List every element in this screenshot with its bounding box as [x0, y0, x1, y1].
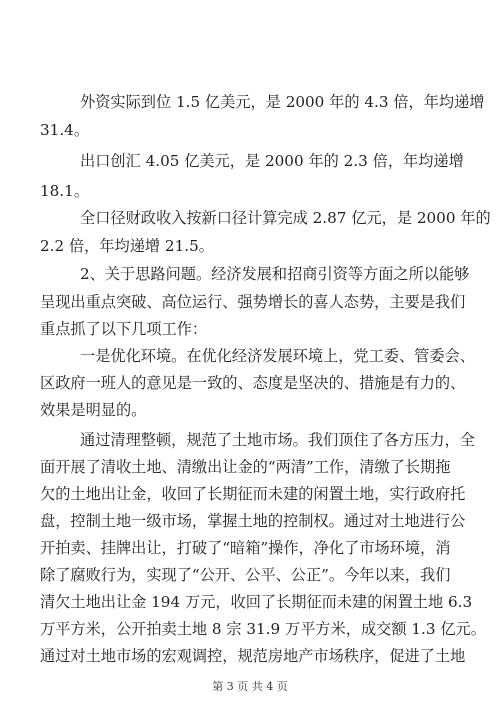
text-line: 全口径财政收入按新口径计算完成 2.87 亿元，是 2000 年的: [80, 209, 491, 227]
text-line: 一是优化环境。在优化经济发展环境上，党工委、管委会、: [80, 347, 475, 365]
text-line: 通过对土地市场的宏观调控，规范房地产市场秩序，促进了土地: [40, 647, 466, 665]
text-line: 区政府一班人的意见是一致的、态度是坚决的、措施是有力的、: [40, 374, 466, 392]
text-line: 外资实际到位 1.5 亿美元，是 2000 年的 4.3 倍，年均递增: [80, 93, 485, 111]
text-line: 盘，控制土地一级市场，掌握土地的控制权。通过对土地进行公: [40, 512, 466, 530]
text-line: 18.1。: [40, 182, 90, 200]
text-line: 万平方米，公开拍卖土地 8 宗 31.9 万平方米，成交额 1.3 亿元。: [40, 620, 486, 638]
text-line: 呈现出重点突破、高位运行、强势增长的喜人态势，主要是我们: [40, 293, 466, 311]
page-number-footer: 第 3 页 共 4 页: [212, 680, 288, 693]
text-line: 通过清理整顿，规范了土地市场。我们顶住了各方压力，全: [80, 431, 475, 449]
text-line: 开拍卖、挂牌出让，打破了“暗箱”操作，净化了市场环境，消: [40, 539, 451, 557]
text-line: 31.4。: [40, 121, 90, 139]
text-line: 出口创汇 4.05 亿美元，是 2000 年的 2.3 倍，年均递增: [80, 152, 464, 170]
text-line: 重点抓了以下几项工作：: [40, 320, 208, 338]
text-line: 清欠土地出让金 194 万元，收回了长期征而未建的闲置土地 6.3: [40, 593, 473, 611]
text-line: 欠的土地出让金，收回了长期征而未建的闲置土地，实行政府托: [40, 485, 466, 503]
text-line: 效果是明显的。: [40, 401, 147, 419]
text-line: 面开展了清收土地、清缴出让金的“两清”工作，清缴了长期拖: [40, 458, 451, 476]
text-line: 2、关于思路问题。经济发展和招商引资等方面之所以能够: [80, 265, 470, 283]
text-line: 除了腐败行为，实现了“公开、公平、公正”。今年以来，我们: [40, 566, 451, 584]
text-line: 2.2 倍，年均递增 21.5。: [40, 237, 214, 255]
